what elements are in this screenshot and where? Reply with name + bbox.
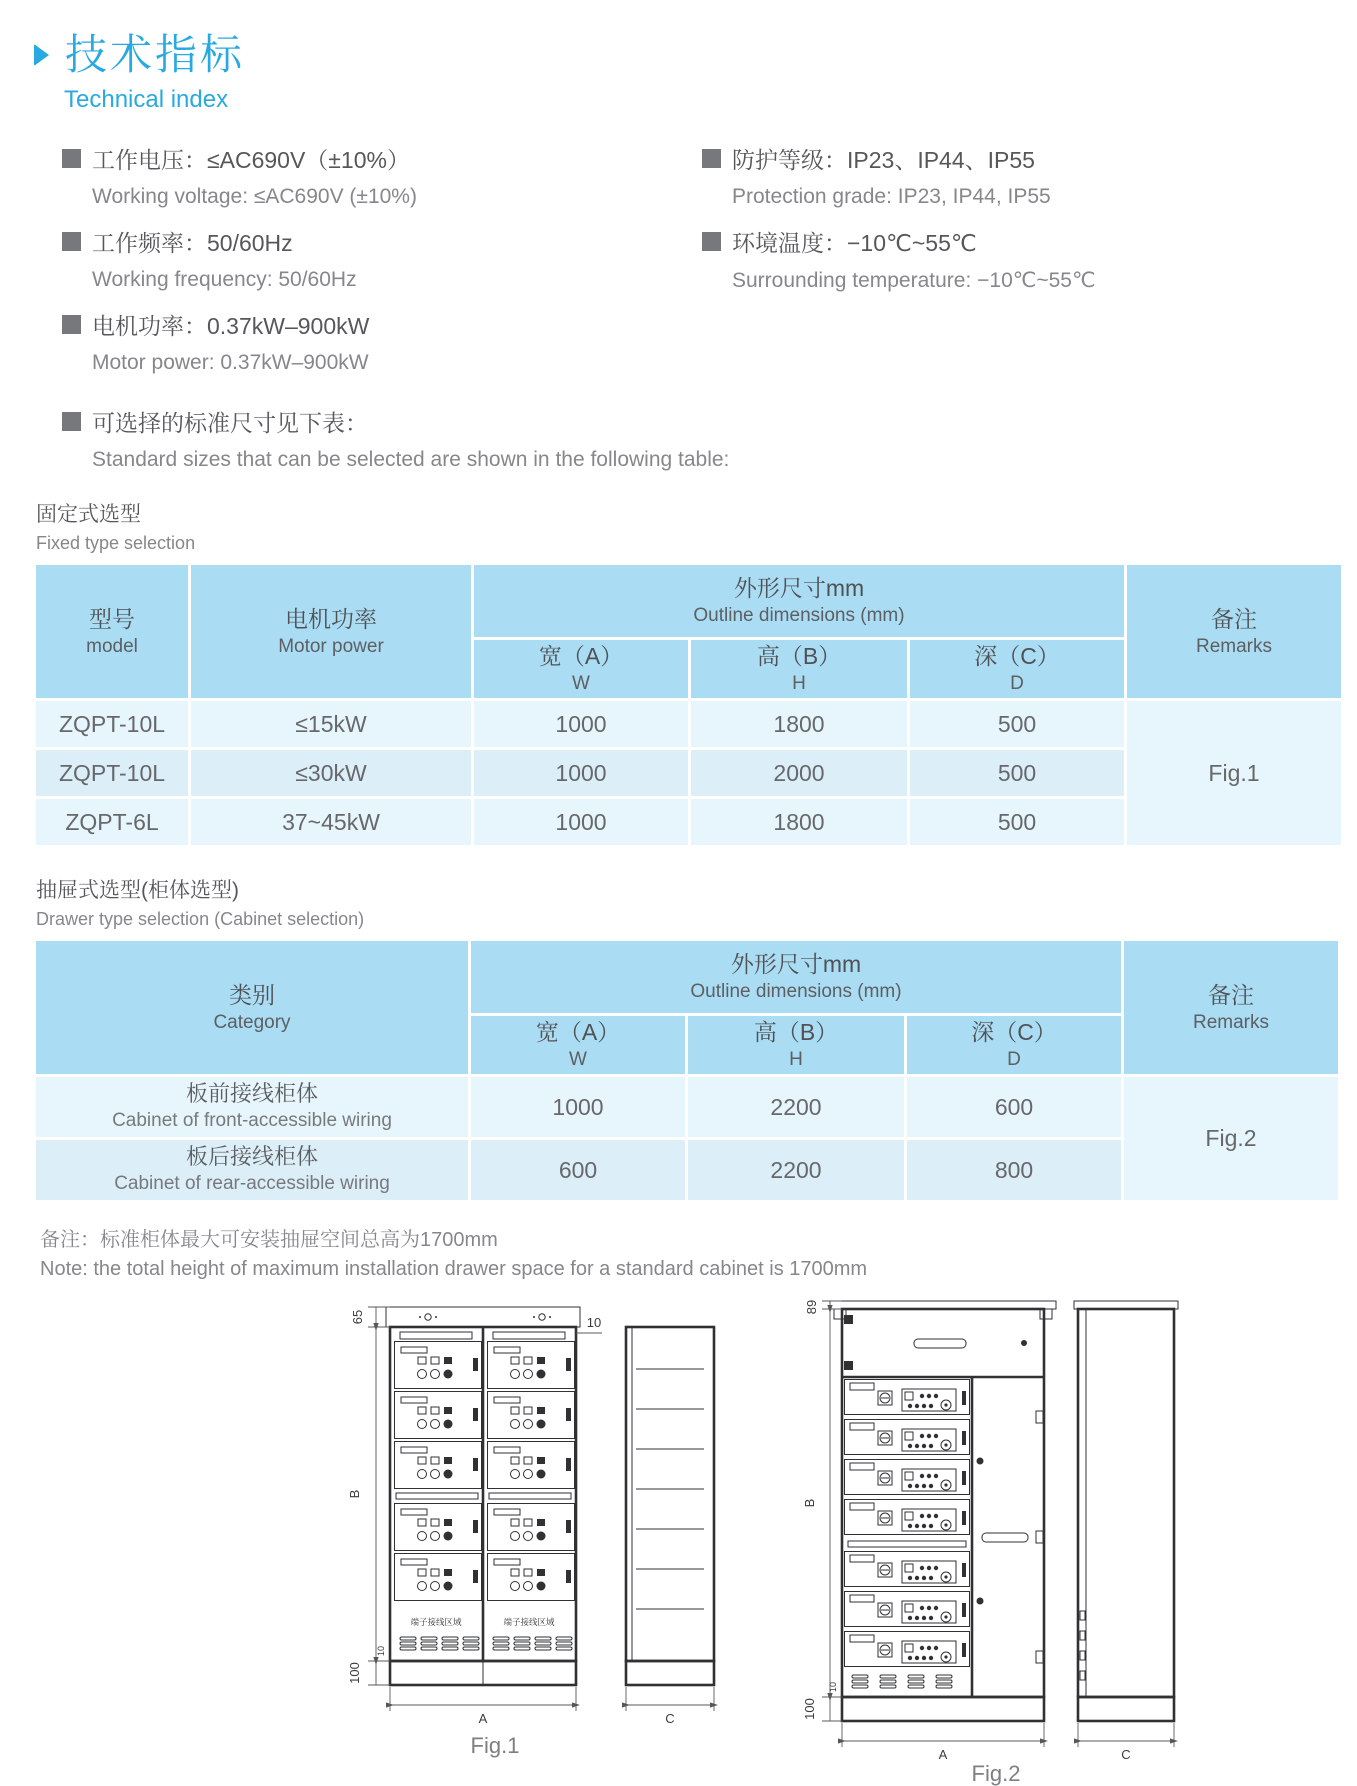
col-header-height: 高（B） H [691, 640, 907, 698]
hinge-icon [1036, 1531, 1043, 1543]
spec-protection-grade [702, 142, 1357, 209]
table-row [36, 701, 1341, 747]
fig1-front-view [386, 1307, 580, 1685]
hinge-icon [1036, 1411, 1043, 1423]
cell-height: 2000 [691, 750, 907, 796]
plinth [1078, 1697, 1174, 1721]
cell-power: ≤15kW [191, 701, 471, 747]
section-arrow-icon [34, 44, 49, 66]
fig2-front-view [830, 1301, 1056, 1721]
cell-model: ZQPT-10L [36, 701, 188, 747]
dim-label-B: B [802, 1498, 817, 1508]
col-header-height: 高（B） H [688, 1016, 904, 1074]
cell-model: ZQPT-10L [36, 750, 188, 796]
table-row [36, 1077, 1338, 1137]
cell-depth: 500 [910, 799, 1124, 845]
cell-depth: 500 [910, 701, 1124, 747]
spec-en-text: Working frequency: 50/60Hz [92, 268, 357, 291]
vent-mark-icon [533, 1314, 551, 1320]
cell-power: ≤30kW [191, 750, 471, 796]
spec-zh-text: 防护等级：IP23、IP44、IP55 [732, 147, 1035, 173]
spec-working-voltage [62, 142, 702, 209]
col-header-category: 类别 Category [36, 941, 468, 1074]
vent-mark-icon [419, 1314, 437, 1320]
cell-width: 1000 [471, 1077, 685, 1137]
section-title-en: Fixed type selection [36, 533, 196, 553]
dim-label-10-top: 10 [586, 1315, 602, 1330]
dim-label-10: 10 [828, 1681, 838, 1693]
fig1-technical-drawing [330, 1281, 760, 1761]
spec-working-frequency [62, 225, 702, 292]
plinth [842, 1697, 1044, 1721]
cell-width: 1000 [474, 701, 688, 747]
note-zh: 备注：标准柜体最大可安装抽屉空间总高为1700mm [40, 1229, 498, 1251]
cell-category: 板后接线柜体 Cabinet of rear-accessible wiring [36, 1140, 468, 1200]
cell-depth: 800 [907, 1140, 1121, 1200]
cell-width: 600 [471, 1140, 685, 1200]
page-subtitle: Technical index [64, 86, 229, 113]
bullet-square-icon [62, 232, 81, 251]
spec-col-right [702, 142, 1357, 391]
technical-drawings [330, 1281, 1357, 1786]
terminal-area-label: 端子接线区域 [503, 1617, 555, 1627]
page-title: 技术指标 [65, 31, 246, 78]
dim-label-10: 10 [376, 1645, 386, 1657]
spec-motor-power [62, 308, 702, 375]
bullet-square-icon [62, 149, 81, 168]
cell-remark: Fig.2 [1124, 1077, 1338, 1200]
fixed-selection-table [33, 562, 1344, 848]
dim-label-100: 100 [802, 1698, 817, 1720]
section-drawer-type [36, 874, 1357, 930]
bullet-square-icon [62, 315, 81, 334]
col-header-remarks: 备注 Remarks [1124, 941, 1338, 1074]
spec-zh-text: 工作电压：≤AC690V（±10%） [92, 147, 410, 173]
dim-label-A: A [478, 1711, 488, 1726]
cell-width: 1000 [474, 750, 688, 796]
fig2-caption: Fig.2 [971, 1761, 1021, 1786]
spec-en-text: Protection grade: IP23, IP44, IP55 [732, 185, 1051, 208]
bullet-square-icon [702, 232, 721, 251]
cell-category: 板前接线柜体 Cabinet of front-accessible wiring [36, 1077, 468, 1137]
fig2-side-view [1074, 1301, 1178, 1762]
cell-width: 1000 [474, 799, 688, 845]
dim-label-65: 65 [350, 1309, 365, 1325]
plinth [626, 1661, 714, 1685]
col-header-width: 宽（A） W [474, 640, 688, 698]
cell-depth: 500 [910, 750, 1124, 796]
dim-label-C: C [665, 1711, 675, 1726]
section-title-en: Drawer type selection (Cabinet selection) [36, 909, 365, 929]
col-header-model: 型号 model [36, 565, 188, 698]
cell-height: 2200 [688, 1140, 904, 1200]
spec-col-left [62, 142, 702, 391]
spec-table-intro [62, 405, 1357, 472]
handle-slot [914, 1339, 966, 1348]
cell-height: 1800 [691, 799, 907, 845]
dim-label-89: 89 [804, 1299, 819, 1315]
cell-model: ZQPT-6L [36, 799, 188, 845]
note-en: Note: the total height of maximum installation drawer space for a standard cabinet is 1700mm [40, 1258, 868, 1280]
col-header-outline-dimensions: 外形尺寸mm Outline dimensions (mm) [471, 941, 1121, 1013]
cell-depth: 600 [907, 1077, 1121, 1137]
dim-label-A: A [938, 1747, 948, 1762]
door-handle-slot [982, 1533, 1028, 1542]
fig1-side-view [626, 1327, 714, 1726]
spec-en-text: Surrounding temperature: −10℃~55℃ [732, 269, 1096, 292]
spec-zh-text: 电机功率：0.37kW–900kW [92, 313, 370, 339]
section-title-zh: 抽屉式选型(柜体选型) [36, 879, 239, 902]
bullet-square-icon [702, 149, 721, 168]
spec-zh-text: 工作频率：50/60Hz [92, 230, 293, 256]
fig2-technical-drawing [786, 1281, 1186, 1786]
spec-zh-text: 环境温度：−10℃~55℃ [732, 230, 977, 256]
spec-surrounding-temperature [702, 225, 1357, 293]
cell-remark: Fig.1 [1127, 701, 1341, 845]
cell-height: 1800 [691, 701, 907, 747]
section-fixed-type [36, 498, 1357, 554]
col-header-outline-dimensions: 外形尺寸mm Outline dimensions (mm) [474, 565, 1124, 637]
col-header-remarks: 备注 Remarks [1127, 565, 1341, 698]
dim-label-B: B [347, 1489, 362, 1499]
terminal-area-label: 端子接线区域 [410, 1617, 462, 1627]
col-header-motor-power: 电机功率 Motor power [191, 565, 471, 698]
section-title-zh: 固定式选型 [36, 503, 141, 526]
drawer-selection-table [33, 938, 1341, 1203]
cabinet-door [977, 1411, 1044, 1663]
fig1-caption: Fig.1 [470, 1733, 520, 1758]
cell-power: 37~45kW [191, 799, 471, 845]
spec-zh-text: 可选择的标准尺寸见下表： [92, 410, 368, 436]
spec-en-text: Standard sizes that can be selected are shown in the following table: [92, 448, 730, 471]
col-header-width: 宽（A） W [471, 1016, 685, 1074]
spec-en-text: Working voltage: ≤AC690V (±10%) [92, 185, 417, 208]
col-header-depth: 深（C） D [910, 640, 1124, 698]
bullet-square-icon [62, 412, 81, 431]
dim-label-C: C [1121, 1747, 1131, 1762]
hinge-icon [1036, 1651, 1043, 1663]
table-note [40, 1223, 1357, 1281]
page-header [0, 0, 1357, 114]
spec-en-text: Motor power: 0.37kW–900kW [92, 351, 369, 374]
col-header-depth: 深（C） D [907, 1016, 1121, 1074]
spec-list [62, 142, 1357, 391]
dim-label-100: 100 [347, 1662, 362, 1684]
cell-height: 2200 [688, 1077, 904, 1137]
